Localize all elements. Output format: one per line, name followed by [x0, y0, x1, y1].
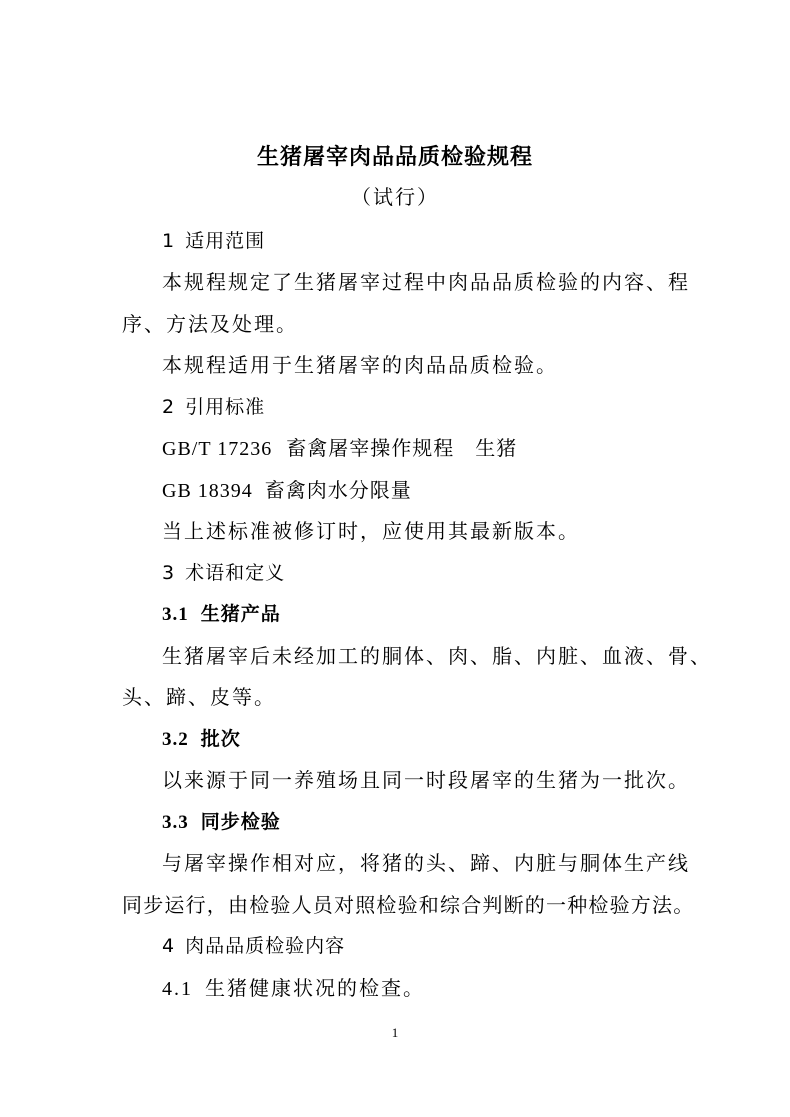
subsection-title: 批次	[200, 728, 241, 750]
section-title: 术语和定义	[185, 562, 286, 584]
section-number: 3	[162, 562, 176, 584]
section-1-heading	[162, 226, 702, 256]
section-number: 1	[162, 230, 176, 252]
document-subtitle: （试行）	[351, 185, 439, 209]
paragraph-line: 以来源于同一养殖场且同一时段屠宰的生猪为一批次。	[162, 768, 690, 792]
subsection-number: 3.1	[162, 604, 189, 625]
paragraph-line: 同步运行，由检验人员对照检验和综合判断的一种检验方法。	[122, 893, 695, 917]
paragraph-line: 生猪屠宰后未经加工的胴体、肉、脂、内脏、血液、骨、	[162, 644, 712, 668]
clause-number: 4.1	[162, 978, 193, 1000]
section-title: 适用范围	[185, 230, 266, 252]
reference-item	[162, 433, 702, 464]
page-number: 1	[391, 1025, 399, 1040]
standard-title: 畜禽肉水分限量	[264, 478, 412, 502]
reference-item	[162, 475, 702, 506]
subsection-3-1-heading	[162, 599, 702, 630]
standard-title: 畜禽屠宰操作规程 生猪	[286, 436, 518, 460]
paragraph-line: 本规程规定了生猪屠宰过程中肉品品质检验的内容、程	[162, 270, 690, 294]
section-number: 4	[162, 935, 176, 957]
section-number: 2	[162, 396, 176, 418]
standard-code: GB/T 17236	[162, 438, 273, 460]
section-title: 肉品品质检验内容	[185, 935, 346, 957]
standard-code: GB 18394	[162, 480, 253, 502]
clause-text: 生猪健康状况的检查。	[205, 976, 425, 1000]
paragraph-line: 与屠宰操作相对应，将猪的头、蹄、内脏与胴体生产线	[162, 851, 690, 875]
paragraph-line: 本规程适用于生猪屠宰的肉品品质检验。	[162, 353, 558, 377]
paragraph-line: 当上述标准被修订时，应使用其最新版本。	[162, 519, 580, 543]
paragraph-line: 头、蹄、皮等。	[122, 685, 276, 709]
clause-4-1	[162, 973, 702, 1004]
subsection-number: 3.3	[162, 812, 189, 833]
subsection-title: 生猪产品	[200, 603, 281, 625]
paragraph-line: 序、方法及处理。	[122, 312, 298, 336]
section-2-heading	[162, 392, 702, 422]
section-title: 引用标准	[185, 396, 266, 418]
subsection-3-3-heading	[162, 807, 702, 838]
section-4-heading	[162, 931, 702, 961]
subsection-number: 3.2	[162, 729, 189, 750]
subsection-3-2-heading	[162, 724, 702, 755]
section-3-heading	[162, 558, 702, 588]
subsection-title: 同步检验	[200, 811, 281, 833]
document-title: 生猪屠宰肉品品质检验规程	[256, 145, 533, 170]
